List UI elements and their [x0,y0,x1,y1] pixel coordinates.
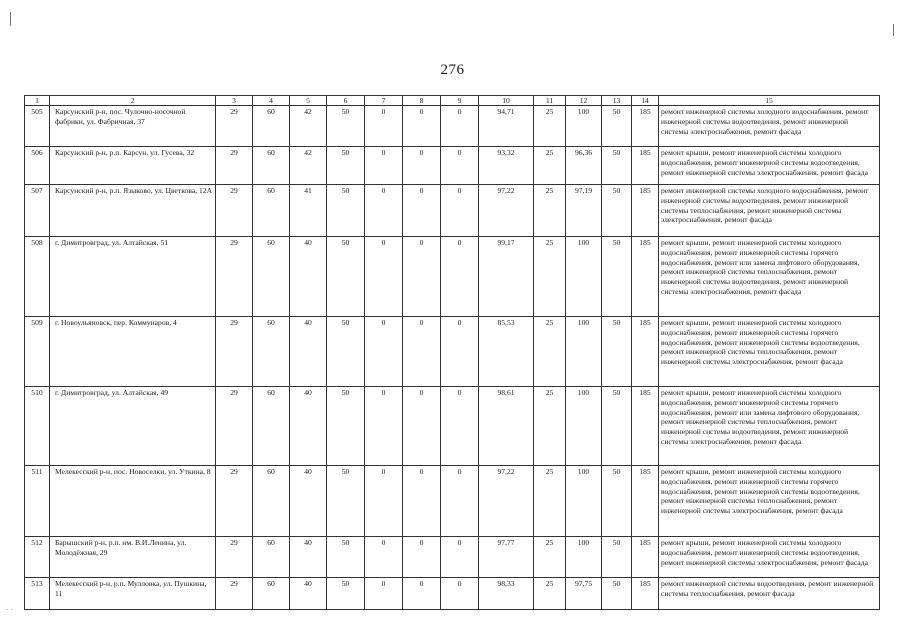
value-cell-col3: 29 [216,237,253,317]
value-cell-col5: 42 [290,147,327,185]
value-cell-col7: 0 [365,185,403,237]
value-cell-col9: 0 [441,237,479,317]
value-cell-col13: 50 [602,237,632,317]
address-cell: Мелекесский р-н, пос. Новоселки, ул. Уткина, 8 [50,466,216,537]
document-table-container [24,95,879,610]
column-header-5: 5 [290,96,327,106]
value-cell-col11: 25 [534,537,566,578]
works-description-cell: ремонт крыши, ремонт инженерной системы холодного водоснабжения, ремонт инженерной системы водоотведения, ремонт инженерной системы электроснабжения, ремонт фасада [659,147,880,185]
row-number-cell: 507 [25,185,50,237]
value-cell-col14: 185 [632,578,659,610]
row-number-cell: 506 [25,147,50,185]
value-cell-col4: 60 [253,147,290,185]
column-header-10: 10 [479,96,534,106]
value-cell-col3: 29 [216,317,253,387]
scan-edge-mark [893,24,894,36]
value-cell-col7: 0 [365,578,403,610]
column-header-15: 15 [659,96,880,106]
value-cell-col14: 185 [632,537,659,578]
value-cell-col5: 40 [290,466,327,537]
value-cell-col6: 50 [327,147,365,185]
column-header-3: 3 [216,96,253,106]
table-row [25,237,880,317]
column-header-9: 9 [441,96,479,106]
scan-edge-dots: · · [6,606,13,614]
value-cell-col12: 100 [566,237,602,317]
value-cell-col5: 41 [290,185,327,237]
value-cell-col11: 25 [534,578,566,610]
value-cell-col8: 0 [403,147,441,185]
works-description-cell: ремонт крыши, ремонт инженерной системы холодного водоснабжения, ремонт инженерной системы горячего водоснабжения, ремонт инженерной системы водоотведения, ремонт инженерной системы теплоснабжения, ремонт инженерной системы электроснабжения, ремонт фасада [659,317,880,387]
works-description-cell: ремонт крыши, ремонт инженерной системы холодного водоснабжения, ремонт инженерной системы горячего водоснабжения, ремонт инженерной системы водоотведения, ремонт инженерной системы теплоснабжения, ремонт инженерной системы электроснабжения, ремонт фасада [659,466,880,537]
value-cell-col6: 50 [327,387,365,466]
value-cell-col6: 50 [327,237,365,317]
value-cell-col11: 25 [534,466,566,537]
value-cell-col10: 98,61 [479,387,534,466]
value-cell-col11: 25 [534,317,566,387]
value-cell-col4: 60 [253,387,290,466]
page-number: 276 [440,62,465,78]
row-number-cell: 513 [25,578,50,610]
value-cell-col10: 99,17 [479,237,534,317]
table-row [25,387,880,466]
column-number-row [25,96,880,106]
works-description-cell: ремонт инженерной системы водоотведения, ремонт инженерной системы теплоснабжения, ремонт фасада [659,578,880,610]
value-cell-col8: 0 [403,387,441,466]
value-cell-col14: 185 [632,317,659,387]
value-cell-col7: 0 [365,387,403,466]
value-cell-col8: 0 [403,466,441,537]
works-description-cell: ремонт крыши, ремонт инженерной системы холодного водоснабжения, ремонт инженерной системы водоотведения, ремонт инженерной системы электроснабжения, ремонт фасада [659,537,880,578]
works-description-cell: ремонт крыши, ремонт инженерной системы холодного водоснабжения, ремонт инженерной системы горячего водоснабжения, ремонт или замена лифтового оборудования, ремонт инженерной системы теплоснабжения, ремонт инженерной системы водоотведения, ремонт инженерной системы электроснабжения, ремонт фасада [659,237,880,317]
value-cell-col4: 60 [253,578,290,610]
value-cell-col10: 85,53 [479,317,534,387]
value-cell-col9: 0 [441,317,479,387]
value-cell-col11: 25 [534,185,566,237]
repair-schedule-table [24,95,880,610]
value-cell-col9: 0 [441,537,479,578]
value-cell-col3: 29 [216,387,253,466]
value-cell-col4: 60 [253,537,290,578]
value-cell-col14: 185 [632,185,659,237]
value-cell-col3: 29 [216,185,253,237]
value-cell-col14: 185 [632,147,659,185]
value-cell-col14: 185 [632,387,659,466]
works-description-cell: ремонт крыши, ремонт инженерной системы холодного водоснабжения, ремонт инженерной системы горячего водоснабжения, ремонт или замена лифтового оборудования, ремонт инженерной системы теплоснабжения, ремонт инженерной системы водоотведения, ремонт инженерной системы электроснабжения, ремонт фасада [659,387,880,466]
value-cell-col6: 50 [327,466,365,537]
works-description-cell: ремонт инженерной системы холодного водоснабжения, ремонт инженерной системы водоотведения, ремонт инженерной системы электроснабжения, ремонт фасада [659,106,880,147]
row-number-cell: 509 [25,317,50,387]
value-cell-col10: 93,32 [479,147,534,185]
value-cell-col13: 50 [602,537,632,578]
value-cell-col12: 97,19 [566,185,602,237]
value-cell-col3: 29 [216,537,253,578]
column-header-4: 4 [253,96,290,106]
value-cell-col5: 40 [290,578,327,610]
value-cell-col4: 60 [253,317,290,387]
table-row [25,185,880,237]
address-cell: г. Новоульяновск, пер. Коммунаров, 4 [50,317,216,387]
value-cell-col13: 50 [602,466,632,537]
value-cell-col13: 50 [602,185,632,237]
value-cell-col6: 50 [327,106,365,147]
value-cell-col13: 50 [602,106,632,147]
value-cell-col5: 40 [290,387,327,466]
row-number-cell: 508 [25,237,50,317]
value-cell-col5: 40 [290,317,327,387]
value-cell-col7: 0 [365,317,403,387]
address-cell: Карсунский р-н, пос. Чулочно-носочной фабрики, ул. Фабричная, 37 [50,106,216,147]
address-cell: Карсунский р-н, р.п. Языково, ул. Цветкова, 12А [50,185,216,237]
address-cell: г. Димитровград, ул. Алтайская, 49 [50,387,216,466]
table-row [25,147,880,185]
value-cell-col8: 0 [403,578,441,610]
value-cell-col13: 50 [602,387,632,466]
column-header-13: 13 [602,96,632,106]
column-header-8: 8 [403,96,441,106]
value-cell-col9: 0 [441,185,479,237]
value-cell-col11: 25 [534,106,566,147]
row-number-cell: 510 [25,387,50,466]
table-row [25,466,880,537]
value-cell-col12: 100 [566,317,602,387]
address-cell: г. Димитровград, ул. Алтайская, 51 [50,237,216,317]
value-cell-col11: 25 [534,237,566,317]
table-row [25,537,880,578]
column-header-6: 6 [327,96,365,106]
value-cell-col12: 100 [566,387,602,466]
value-cell-col11: 25 [534,147,566,185]
value-cell-col6: 50 [327,317,365,387]
value-cell-col14: 185 [632,106,659,147]
value-cell-col14: 185 [632,466,659,537]
column-header-12: 12 [566,96,602,106]
value-cell-col5: 40 [290,537,327,578]
value-cell-col13: 50 [602,147,632,185]
row-number-cell: 505 [25,106,50,147]
value-cell-col7: 0 [365,537,403,578]
address-cell: Карсунский р-н, р.п. Карсун, ул. Гусева, 32 [50,147,216,185]
value-cell-col7: 0 [365,106,403,147]
value-cell-col4: 60 [253,106,290,147]
value-cell-col3: 29 [216,147,253,185]
value-cell-col10: 97,77 [479,537,534,578]
value-cell-col6: 50 [327,185,365,237]
column-header-11: 11 [534,96,566,106]
value-cell-col6: 50 [327,537,365,578]
value-cell-col12: 100 [566,466,602,537]
works-description-cell: ремонт инженерной системы холодного водоснабжения, ремонт инженерной системы водоотведения, ремонт инженерной системы теплоснабжения, ремонт инженерной системы электроснабжения, ремонт фасада [659,185,880,237]
value-cell-col9: 0 [441,147,479,185]
value-cell-col9: 0 [441,578,479,610]
value-cell-col8: 0 [403,317,441,387]
value-cell-col8: 0 [403,537,441,578]
address-cell: Барышский р-н, р.п. им. В.И.Ленина, ул. Молодёжная, 29 [50,537,216,578]
table-row [25,317,880,387]
value-cell-col7: 0 [365,466,403,537]
row-number-cell: 512 [25,537,50,578]
value-cell-col10: 98,33 [479,578,534,610]
value-cell-col13: 50 [602,317,632,387]
value-cell-col5: 42 [290,106,327,147]
value-cell-col10: 94,71 [479,106,534,147]
value-cell-col4: 60 [253,466,290,537]
value-cell-col12: 96,36 [566,147,602,185]
value-cell-col3: 29 [216,466,253,537]
value-cell-col12: 100 [566,537,602,578]
value-cell-col8: 0 [403,237,441,317]
value-cell-col10: 97,22 [479,466,534,537]
scan-edge-mark [10,12,11,26]
value-cell-col9: 0 [441,466,479,537]
value-cell-col3: 29 [216,578,253,610]
value-cell-col8: 0 [403,106,441,147]
table-row [25,578,880,610]
value-cell-col3: 29 [216,106,253,147]
table-row [25,106,880,147]
value-cell-col11: 25 [534,387,566,466]
value-cell-col5: 40 [290,237,327,317]
value-cell-col13: 50 [602,578,632,610]
value-cell-col4: 60 [253,237,290,317]
value-cell-col12: 97,75 [566,578,602,610]
value-cell-col7: 0 [365,237,403,317]
row-number-cell: 511 [25,466,50,537]
column-header-2: 2 [50,96,216,106]
column-header-7: 7 [365,96,403,106]
value-cell-col7: 0 [365,147,403,185]
value-cell-col14: 185 [632,237,659,317]
value-cell-col6: 50 [327,578,365,610]
value-cell-col4: 60 [253,185,290,237]
value-cell-col10: 97,22 [479,185,534,237]
table-body [25,106,880,610]
column-header-1: 1 [25,96,50,106]
value-cell-col12: 100 [566,106,602,147]
value-cell-col9: 0 [441,387,479,466]
value-cell-col9: 0 [441,106,479,147]
column-header-14: 14 [632,96,659,106]
address-cell: Мелекесский р-н, р.п. Мулловка, ул. Пушкина, 11 [50,578,216,610]
value-cell-col8: 0 [403,185,441,237]
